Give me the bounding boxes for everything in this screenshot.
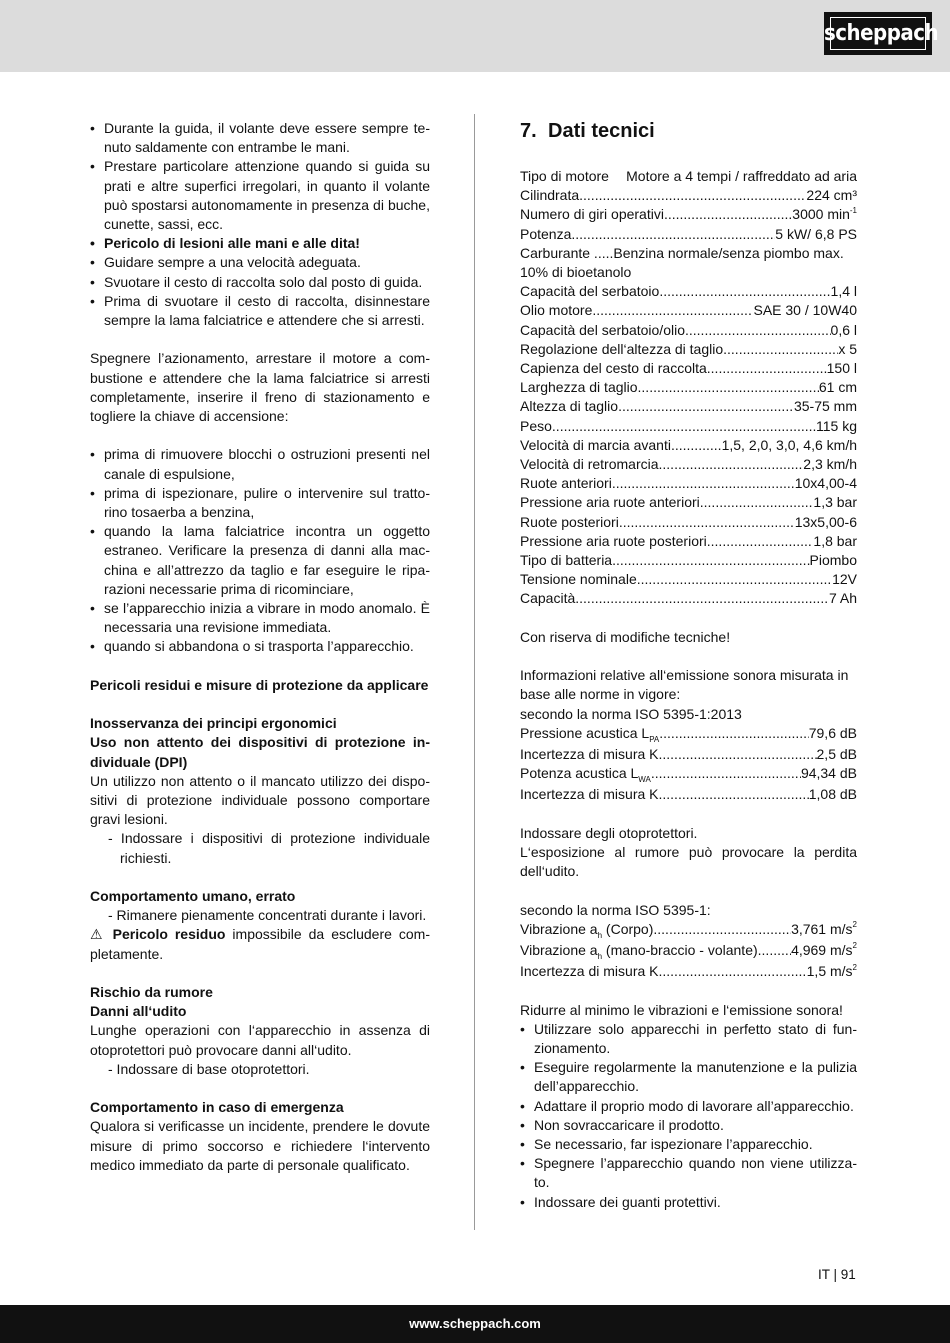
hearing-loss-note: L‘esposizione al rumore può provocare la perdita dell‘udito. (520, 844, 857, 880)
leader-dots (659, 724, 808, 745)
spec-row (520, 589, 857, 608)
spec-row (520, 474, 857, 493)
leader-dots (659, 962, 807, 981)
spec-value: 1,08 dB (808, 786, 857, 803)
list-item-warning: • Pericolo di lesioni alle mani e alle dita! (90, 234, 430, 253)
spec-label: Tensione nominale (520, 571, 637, 588)
spec-label: Olio motore (520, 302, 593, 319)
spec-row (520, 532, 857, 551)
list-item: • prima di rimuovere blocchi o ostruzioni presenti nel canale di espulsione, (90, 445, 430, 483)
spec-row (520, 745, 857, 764)
spec-label: Capienza del cesto di raccolta (520, 360, 707, 377)
spec-label: Tipo di batteria (520, 552, 613, 569)
spec-row (520, 941, 857, 962)
heading-ergonomics: Inosservanza dei principi ergonomici (90, 715, 337, 732)
leader-dots (671, 436, 722, 455)
spec-value: 224 cm³ (806, 187, 857, 204)
spec-row-motor (520, 167, 857, 186)
list-item: • Non sovraccaricare il prodotto. (520, 1116, 857, 1135)
spec-table-2 (520, 282, 857, 608)
spec-label: Pressione acustica $L_{PA}$ (520, 724, 660, 744)
spec-label: Velocità di marcia avanti (520, 436, 671, 453)
spec-label: Peso (520, 417, 552, 434)
leader-dots (612, 551, 809, 570)
spec-value: 79,6 dB (808, 724, 857, 741)
spec-row (520, 513, 857, 532)
spec-label: Vibrazione $a_h$ (Corpo) (520, 920, 654, 940)
heading-noise-risk: Rischio da rumore (90, 984, 213, 1001)
spec-value: 3000 $\min^{-1}$ (792, 205, 857, 223)
spec-value: 5 kW/ 6,8 PS (775, 225, 857, 242)
human-dash-item: - Rimanere pienamente concentrati durante i lavori. (108, 907, 427, 924)
spec-value: 13x5,00-6 (794, 513, 857, 530)
spec-row (520, 551, 857, 570)
list-item: • Prima di svuotare il cesto di raccolta, disinnestare sempre la lama falciatrice e attendere che si arresti. (90, 292, 430, 330)
heading-residual-risks: Pericoli residui e misure di protezione da applicare (90, 676, 429, 693)
spec-value: Benzina normale/senza piombo max. (613, 244, 844, 261)
warning-triangle-icon: ⚠ (90, 926, 106, 943)
leader-dots (552, 417, 816, 436)
leader-dots (758, 941, 791, 962)
spec-label: Potenza (520, 225, 572, 242)
heading-emergency: Comportamento in caso di emergenza (90, 1099, 344, 1116)
spec-value: 12V (832, 571, 857, 588)
spec-row (520, 724, 857, 745)
list-item: • prima di ispezionare, pulire o intervenire sul trattorino tosaerba a benzina, (90, 484, 430, 522)
spec-row (520, 301, 857, 320)
vibration-spec-table (520, 920, 857, 982)
heading-dpi: Uso non attento dei dispositivi di protezione individuale (DPI) (90, 734, 430, 770)
list-item: • Se necessario, far ispezionare l’apparecchio. (520, 1135, 857, 1154)
spec-subscript: WA (638, 775, 651, 785)
spec-superscript: 2 (852, 962, 857, 972)
spec-value: 1,5, 2,0, 3,0, 4,6 km/h (721, 436, 857, 453)
spec-row (520, 321, 857, 340)
scheppach-logo: scheppach (824, 12, 932, 55)
leader-dots (637, 570, 832, 589)
spec-row (520, 205, 857, 224)
spec-label: Potenza acustica $L_{WA}$ (520, 765, 651, 785)
spec-label: Numero di giri operativi (520, 206, 664, 223)
spec-row (520, 417, 857, 436)
leader-dots (704, 493, 814, 512)
section-number: 7. (520, 120, 537, 142)
list-item: • Prestare particolare attenzione quando si guida su prati e altre superfici irregolari, in quanto il volante può spostarsi autonomamente in presenza di buche, cunette, sassi, ecc. (90, 157, 430, 234)
spec-label: Pressione aria ruote anteriori. (520, 494, 704, 511)
dpi-dash-item: - Indossare i dispositivi di protezione individuale richiesti. (108, 830, 430, 866)
list-item: • Spegnere l’apparecchio quando non viene utilizzato. (520, 1154, 857, 1192)
spec-row (520, 962, 857, 981)
spec-value: Piombo (809, 552, 857, 569)
fuel-note: 10% di bioetanolo (520, 264, 632, 281)
spec-value: 4,969 $m/s^2$ (791, 941, 857, 959)
leader-dots (571, 225, 775, 244)
spec-row (520, 785, 857, 804)
leader-dots (659, 785, 809, 804)
spec-row (520, 455, 857, 474)
spec-label: Ruote anteriori (520, 475, 612, 492)
spec-value: Motore a 4 tempi / raffreddato ad aria (626, 168, 857, 184)
leader-dots (707, 532, 814, 551)
spec-value: 2,3 km/h (803, 456, 857, 473)
spec-value: 61 cm (818, 379, 857, 396)
spec-label: Vibrazione $a_h$ (mano-braccio - volante) (520, 942, 758, 962)
spec-superscript: 2 (852, 920, 857, 930)
list-item: • Adattare il proprio modo di lavorare all’apparecchio. (520, 1097, 857, 1116)
spec-superscript: -1 (849, 205, 857, 215)
footer-website: www.scheppach.com (0, 1305, 950, 1343)
leader-dots (727, 340, 838, 359)
leader-dots (659, 455, 804, 474)
spec-value: 0,6 l (830, 321, 857, 338)
spec-label: Capacità del serbatoio (520, 283, 660, 300)
noise-intro: Informazioni relative all‘emissione sonora misurata in base alle norme in vigore: (520, 667, 849, 703)
warning-bold-text: Pericolo residuo (112, 926, 226, 943)
spec-row (520, 920, 857, 941)
reserve-note: Con riserva di modifiche tecniche! (520, 628, 731, 645)
leader-dots (612, 474, 795, 493)
spec-subscript: PA (649, 734, 660, 744)
spec-value: x 5 (838, 340, 857, 357)
leader-dots (659, 745, 817, 764)
spec-value: 35-75 mm (793, 398, 857, 415)
spec-label: Velocità di retromarcia (520, 456, 659, 473)
spec-row (520, 225, 857, 244)
list-item: • Indossare dei guanti protettivi. (520, 1193, 857, 1212)
page-number: IT | 91 (818, 1267, 856, 1282)
spec-label: Capacità del serbatoio/olio. (520, 321, 689, 338)
ear-protection-note: Indossare degli otoprotettori. (520, 824, 698, 841)
spec-value: SAE 30 / 10W40 (753, 302, 857, 319)
residual-warning (90, 925, 430, 963)
noise-dash-item: - Indossare di base otoprotettori. (108, 1060, 310, 1077)
spec-value: 1,3 bar (813, 494, 857, 511)
spec-value: 7 Ah (828, 590, 857, 607)
spec-row (520, 359, 857, 378)
list-item: • quando si abbandona o si trasporta l’apparecchio. (90, 637, 430, 656)
list-item: • quando la lama falciatrice incontra un oggetto estraneo. Verificare la presenza di danni alla macchina e all’attrezzo da taglio e far eseguire le riparazioni necessarie prima di ricominciare, (90, 522, 430, 599)
bullet-list-driving (90, 119, 430, 330)
spec-label: Regolazione dell‘altezza di taglio. (520, 340, 728, 357)
spec-superscript: 2 (852, 941, 857, 951)
reduce-title: Ridurre al minimo le vibrazioni e l‘emissione sonora! (520, 1001, 843, 1018)
bullet-list-stop (90, 445, 430, 656)
heading-hearing-damage: Danni all‘udito (90, 1003, 187, 1020)
spec-row (520, 764, 857, 785)
leader-dots (592, 301, 753, 320)
leader-dots (707, 359, 827, 378)
spec-label: Ruote posteriori (520, 513, 619, 530)
spec-row (520, 340, 857, 359)
leader-dots (579, 186, 806, 205)
list-item: • Utilizzare solo apparecchi in perfetto stato di funzionamento. (520, 1020, 857, 1058)
spec-value: 115 kg (816, 417, 857, 434)
leader-dots (689, 321, 831, 340)
spec-value: 1,5 $m/s^2$ (806, 962, 857, 980)
spec-row-fuel (520, 244, 857, 263)
heading-human-behaviour: Comportamento umano, errato (90, 888, 296, 905)
noise-paragraph: Lunghe operazioni con l‘apparecchio in assenza di otoprotettori può provocare danni all‘udito. (90, 1022, 430, 1058)
spec-row (520, 397, 857, 416)
spec-label: Capacità (520, 590, 576, 607)
right-column (520, 119, 857, 1212)
spec-label: Incertezza di misura K (520, 746, 659, 763)
leader-dots (651, 764, 801, 785)
spec-table-1 (520, 186, 857, 244)
left-column (90, 119, 430, 1175)
spec-label: Cilindrata (520, 187, 580, 204)
leader-dots (618, 397, 794, 416)
spec-value: 1,4 l (830, 283, 857, 300)
spec-value: 3,761 $m/s^2$ (791, 920, 857, 937)
spec-subscript: h (597, 930, 603, 940)
spec-subscript: h (597, 952, 603, 962)
spec-row (520, 186, 857, 205)
leader-dots (619, 513, 795, 532)
list-item: • Svuotare il cesto di raccolta solo dal posto di guida. (90, 273, 430, 292)
spec-label: Tipo di motore (520, 168, 609, 184)
list-item: • Guidare sempre a una velocità adeguata. (90, 253, 430, 272)
spec-row (520, 282, 857, 301)
spec-row (520, 570, 857, 589)
dpi-paragraph: Un utilizzo non attento o il mancato utilizzo dei dispositivi di protezione individuale possono comportare gravi lesioni. (90, 772, 430, 828)
spec-row (520, 436, 857, 455)
list-item: • Durante la guida, il volante deve essere sempre tenuto saldamente con entrambe le mani. (90, 119, 430, 157)
spec-value: 94,34 dB (800, 765, 857, 782)
spec-row (520, 493, 857, 512)
spec-label: Carburante ..... (520, 244, 614, 261)
spec-value: 1,8 bar (813, 532, 857, 549)
spec-value: 150 l (826, 360, 857, 377)
section-title: 7. Dati tecnici (520, 120, 655, 142)
leader-dots (575, 589, 829, 608)
spec-label: Incertezza di misura K (520, 963, 659, 980)
warning-text: impossibile da escludere completamente. (90, 926, 431, 962)
column-divider (474, 114, 475, 1230)
leader-dots (659, 282, 830, 301)
noise-spec-table (520, 724, 857, 805)
reduce-bullet-list (520, 1020, 857, 1212)
emergency-paragraph: Qualora si verificasse un incidente, prendere le dovute misure di primo soccorso e richiedere l‘intervento medico immediato da parte di personale qualificato. (90, 1118, 430, 1173)
spec-row (520, 378, 857, 397)
stop-paragraph: Spegnere l’azionamento, arrestare il motore a combustione e attendere che la lama falciatrice si arresti completamente, inserire il freno di stazionamento e togliere la chiave di accensione: (90, 350, 430, 425)
spec-label: Larghezza di taglio (520, 379, 638, 396)
leader-dots (664, 205, 792, 224)
list-item: • se l’apparecchio inizia a vibrare in modo anomalo. È necessaria una revisione immediata. (90, 599, 430, 637)
header-band (0, 0, 950, 72)
leader-dots (638, 378, 819, 397)
spec-label: Altezza di taglio (520, 398, 619, 415)
spec-label: Pressione aria ruote posteriori (520, 532, 707, 549)
spec-value: 10x4,00-4 (794, 475, 857, 492)
noise-norm: secondo la norma ISO 5395-1:2013 (520, 705, 742, 722)
leader-dots (653, 920, 791, 941)
vibration-norm: secondo la norma ISO 5395-1: (520, 901, 711, 918)
list-item: • Eseguire regolarmente la manutenzione e la pulizia dell’apparecchio. (520, 1058, 857, 1096)
spec-value: 2,5 dB (816, 746, 857, 763)
spec-label: Incertezza di misura K (520, 786, 659, 803)
